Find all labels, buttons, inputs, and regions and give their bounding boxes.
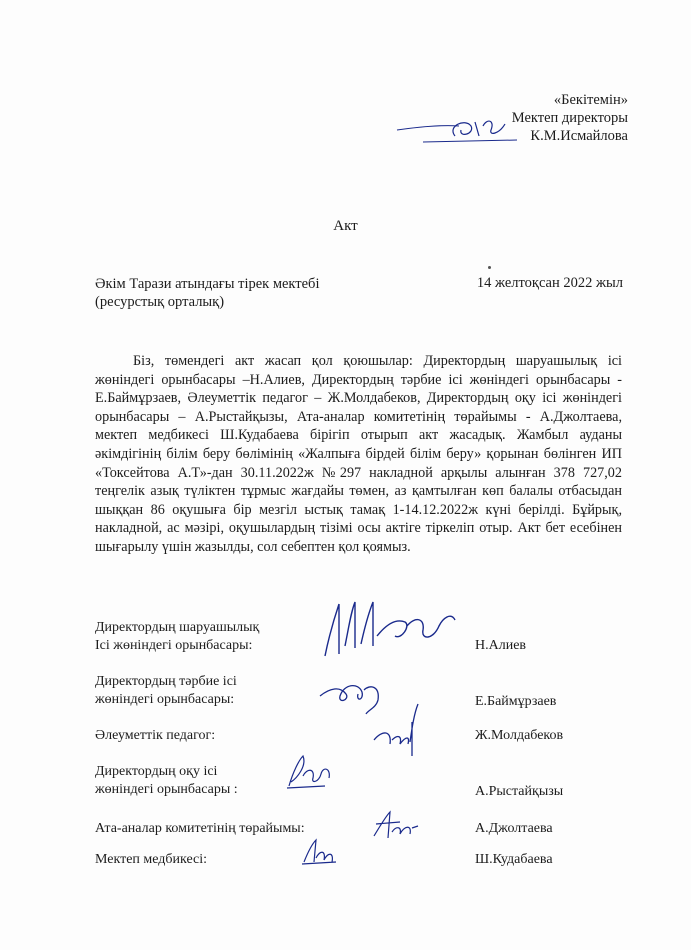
signatory-position-line1: Директордың оқу ісі — [95, 764, 218, 779]
approval-name: К.М.Исмайлова — [530, 128, 628, 144]
school-name-line2: (ресурстық орталық) — [95, 294, 225, 310]
signatory-position-line1: Мектеп медбикесі: — [95, 852, 208, 867]
document-title: Акт — [333, 218, 358, 234]
signatory-position-line2: жөніндегі орынбасары: — [95, 692, 235, 707]
signature-kudabaeva — [302, 840, 336, 864]
signatory-position-line1: Директордың шаруашылық — [95, 620, 260, 635]
signatory-position-line1: Ата-аналар комитетінің төрайымы: — [95, 821, 305, 836]
signatory-row — [95, 727, 615, 747]
signatory-name: А.Рыстайқызы — [475, 784, 564, 799]
signatory-position — [95, 820, 365, 838]
signatory-position-line1: Әлеуметтік педагог: — [95, 728, 216, 743]
signatory-row — [95, 820, 615, 840]
approval-position: Мектеп директоры — [511, 110, 628, 126]
signature-aliev — [315, 596, 465, 660]
signatory-position — [95, 727, 365, 745]
signatory-row — [95, 763, 615, 803]
ink-dot — [488, 266, 491, 269]
signature-baimurzaev — [320, 686, 378, 714]
signatory-name: Ш.Кудабаева — [475, 852, 553, 867]
signatory-position-line1: Директордың тәрбие ісі — [95, 674, 237, 689]
signatory-position-line2: Ісі жөніндегі орынбасары: — [95, 638, 253, 653]
signatory-name: Н.Алиев — [475, 638, 527, 653]
act-body-paragraph: Біз, төмендегі акт жасап қол қоюшылар: Директордың шаруашылық ісі жөніндегі орынбасары –Н.Алиев, Директордың тәрбие ісі жөніндегі орынбасары - Е.Баймұрзаев, Әлеуметтік педагог – Ж.Молдабеков, Директордың оқу ісі жөніндегі орынбасары – А.Рыстайқызы, Ата-аналар комитетінің төрайымы - А.Джолтаева, мектеп медбикесі Ш.Кудабаева бірігіп отырып акт жасадық. Жамбыл ауданы әкімдігінің білім беру бөлімінің «Жалпыға бірдей білім беру» қорынан бөлінген ИП «Токсейтова А.Т»-дан 30.11.2022ж №297 накладной арқылы алынған 378 727,02 теңгелік азық түліктен тұрмыс жағдайы төмен, аз қамтылған көп балалы отбасыдан шыққан 86 оқушыға бір мезгіл ыстық тамақ 1-14.12.2022ж күні берілді. Бұйрық, накладной, ас мәзірі, оқушылардың тізімі осы актіге тіркеліп отыр. Акт бет есебінен шығарылу үшін жазылды, сол себептен қол қоямыз. — [95, 353, 622, 555]
approval-block — [512, 91, 628, 145]
approval-heading: «Бекітемін» — [553, 92, 628, 108]
signatory-name: Е.Баймұрзаев — [475, 694, 557, 709]
school-name — [95, 275, 319, 311]
director-signature — [395, 112, 525, 146]
school-name-line1: Әкім Тарази атындағы тірек мектебі — [95, 276, 320, 292]
signatory-row — [95, 851, 615, 871]
document-date: 14 желтоқсан 2022 жыл — [476, 275, 623, 291]
signatory-name: А.Джолтаева — [475, 821, 553, 836]
signature-rystaikyzy — [287, 756, 329, 788]
signature-dzholtaeva — [374, 812, 418, 838]
signatory-name: Ж.Молдабеков — [475, 728, 564, 743]
signatory-position-line2: жөніндегі орынбасары : — [95, 782, 238, 797]
signature-moldabekov — [374, 704, 418, 756]
